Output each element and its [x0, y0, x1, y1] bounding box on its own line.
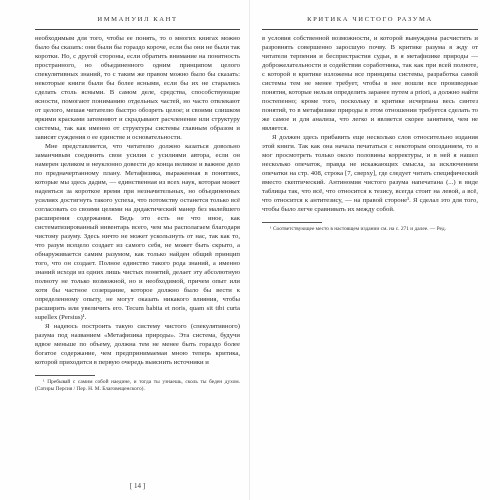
page-number: [ 14 ]: [129, 482, 146, 490]
paragraph: необходимым для того, чтобы ее понять, то о многих книгах можно было бы сказать: они были бы гораздо короче, если бы они не были так коротки. Но, с другой стороны, если обратить внимание на понятность пространного, но объединенного одним принципом целого спекулятивных знаний, то с таким же правом можно было бы сказать: некоторые книги были бы более ясными, если бы их не старались сделать столь ясными. В самом деле, средства, способствующие ясности, помогают пониманию отдельных частей, но часто отвлекают от целого, мешая читателю быстро обозреть целое; и своими слишком яркими красками затемняют и скрадывают расчленение или структуру системы, так как именно от структуры системы главным образом и зависят суждения о ее единстве и основательности.: [35, 35, 240, 141]
footnote-rule: [35, 375, 95, 376]
footnote: ¹ Пребывай с самим собой наедине, и тогда ты узнаешь, сколь ты беден духом. (Сатиры Персия / Пер. Н. М. Благовещенского).: [35, 379, 240, 393]
right-body-text: [262, 34, 478, 214]
running-head-title: КРИТИКА ЧИСТОГО РАЗУМА: [307, 16, 433, 23]
paragraph: Я надеюсь построить такую систему чистого (спекулятивного) разума под названием «Метафизика природы». Эта система, будучи вдвое меньше по объему, должна тем не менее быть гораздо более богатое содержание, чем предпринимаемая мною теперь критика, которой приходится в первую очередь выяснить источники и: [35, 323, 240, 366]
right-page: [250, 0, 500, 500]
paragraph: Я должен здесь прибавить еще несколько слов относительно издания этой книги. Так как она начала печататься с некоторым опозданием, то я мог просмотреть только около половины корректуры, и в ней я нашел несколько опечаток, правда не искажающих смысла, за исключением опечатки на стр. 408, строка [7, сверху], где следует читать специфический вместо скептический. Антиномия чистого разума напечатана (...) в виде таблицы так, что всё, что относится к тезису, всегда стоит на левой, а всё, что относится к антитезису, — на правой стороне¹. Я сделал это для того, чтобы было легче сравнивать их между собой.: [262, 134, 478, 213]
header-rule: [35, 29, 240, 30]
footnote: ¹ Соответствующее место в настоящем издании см. на с. 271 и далее. — Ред.: [270, 226, 446, 232]
header-rule: [262, 29, 478, 30]
paragraph: Мне представляется, что читателю должно казаться довольно заманчивым соединить свои усилия с усилиями автора, если он намерен целиком и неуклонно довести до конца великое и важное дело по предначертанному плану. Метафизика, выраженная в понятиях, которые мы здесь дадим, — единственная из всех наук, которая может надеяться за короткое время при незначительных, но объединенных усилиях достигнуть такого успеха, что потомству останется только всё согласовать со своими целями на дидактический манер без малейшего расширения содержания. Ведь это есть не что иное, как систематизированный инвентарь всего, чем мы располагаем благодаря чистому разуму. Здесь ничто не может ускользнуть от нас, так как то, что разум всецело создает из самого себя, не может быть скрыто, а обнаруживается самим разумом, как только найден общий принцип того, что он создает. Полное единство такого рода знаний, а именно знаний исходя из одних лишь чистых понятий, делает эту абсолютную полноту не только возможной, но и необходимой, причем опыт или хотя бы частное созерцание, которое должно было бы вести к определенному опыту, не могут оказать никакого влияния, чтобы расширить или увеличить его. Tecum habita et noris, quam sit tibi curta supellex (Persius)¹.: [35, 143, 240, 321]
running-head-author: ИММАНУИЛ КАНТ: [97, 16, 178, 23]
footnote-rule: [262, 222, 322, 223]
paragraph: в условия собственной возможности, и которой вынуждена расчистить и разровнять совершенно заросшую почву. В критике разума я жду от читателя терпения и беспристрастия судьи, в я метафизике природы — доброжелательности и содействия соработника, так как при всей полноте, с которой в критике изложены все принципы системы, разработка самой системы тем не менее требует, чтобы в нее вошли все производные понятия, которые нельзя определить заранее путем a priori, а должно найти постепенно; кроме того, поскольку в критике исчерпана весь синтез понятий, то в метафизике природы в этом отношении требуется сделать то же самое и для анализа, что легко и является скорее занятием, чем не является.: [262, 35, 478, 132]
left-body-text: [35, 34, 240, 367]
